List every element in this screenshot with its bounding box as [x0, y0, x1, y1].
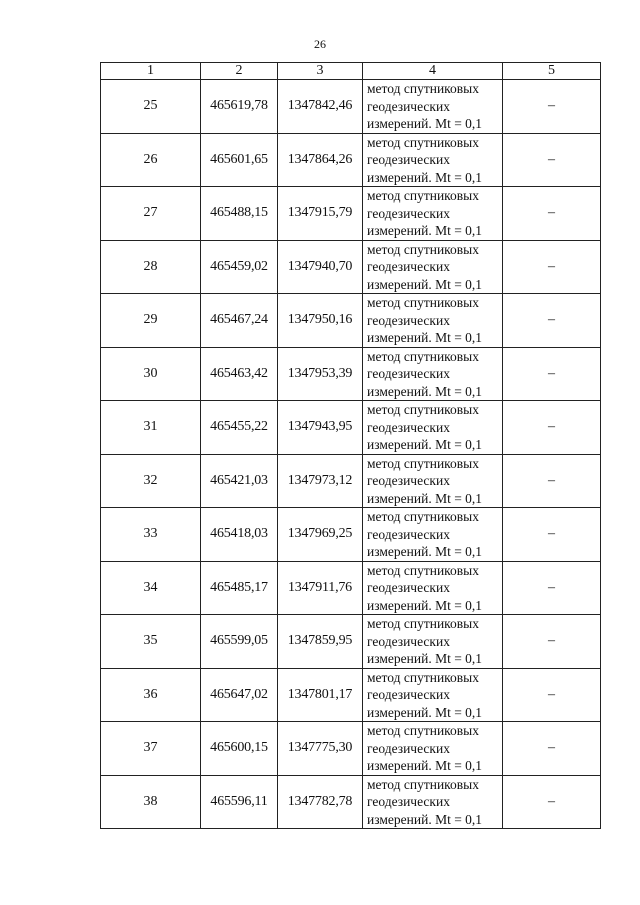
- y-coordinate-cell: 1347969,25: [278, 508, 363, 562]
- method-text-line: геодезических: [367, 419, 450, 435]
- method-text-line: геодезических: [367, 633, 450, 649]
- method-text-line: измерений. Mt = 0,1: [367, 169, 483, 185]
- y-coordinate-cell: 1347859,95: [278, 615, 363, 669]
- table-row: [101, 722, 601, 776]
- table-row: [101, 668, 601, 722]
- method-text-line: геодезических: [367, 794, 450, 809]
- method-text-line: измерений. Mt = 0,1: [367, 276, 483, 292]
- column-5-cell: –: [503, 133, 601, 187]
- y-coordinate-cell: 1347842,46: [278, 80, 363, 134]
- table-row: [101, 401, 601, 455]
- column-5-cell: –: [503, 775, 601, 829]
- method-text-line: метод спутниковых: [367, 241, 479, 257]
- table-row: [101, 561, 601, 615]
- x-coordinate-cell: 465459,02: [201, 240, 278, 294]
- x-coordinate-cell: 465647,02: [201, 668, 278, 722]
- point-number-cell: 31: [101, 401, 201, 455]
- method-text-line: геодезических: [367, 205, 450, 221]
- point-number-cell: 30: [101, 347, 201, 401]
- column-header-1: 1: [101, 63, 201, 80]
- y-coordinate-cell: 1347950,16: [278, 294, 363, 348]
- method-cell: [363, 454, 503, 508]
- method-text-line: измерений. Mt = 0,1: [367, 651, 483, 666]
- table-row: [101, 615, 601, 669]
- method-text-line: метод спутниковых: [367, 134, 479, 150]
- column-5-cell: –: [503, 615, 601, 669]
- column-5-cell: –: [503, 454, 601, 508]
- x-coordinate-cell: 465619,78: [201, 80, 278, 134]
- point-number-cell: 29: [101, 294, 201, 348]
- x-coordinate-cell: 465601,65: [201, 133, 278, 187]
- method-text-line: метод спутниковых: [367, 616, 479, 631]
- y-coordinate-cell: 1347801,17: [278, 668, 363, 722]
- method-text-line: метод спутниковых: [367, 455, 479, 471]
- y-coordinate-cell: 1347782,78: [278, 775, 363, 829]
- method-text-line: геодезических: [367, 312, 450, 328]
- y-coordinate-cell: 1347943,95: [278, 401, 363, 455]
- column-5-cell: –: [503, 240, 601, 294]
- point-number-cell: 37: [101, 722, 201, 776]
- column-5-cell: –: [503, 561, 601, 615]
- method-cell: [363, 615, 503, 669]
- method-text-line: измерений. Mt = 0,1: [367, 116, 483, 131]
- table-row: [101, 454, 601, 508]
- method-cell: [363, 401, 503, 455]
- method-text-line: метод спутниковых: [367, 723, 479, 738]
- table-row: [101, 347, 601, 401]
- method-cell: [363, 508, 503, 562]
- method-text-line: измерений. Mt = 0,1: [367, 223, 483, 238]
- method-text-line: метод спутниковых: [367, 188, 479, 203]
- point-number-cell: 26: [101, 133, 201, 187]
- method-text-line: измерений. Mt = 0,1: [367, 490, 483, 506]
- x-coordinate-cell: 465488,15: [201, 187, 278, 241]
- x-coordinate-cell: 465485,17: [201, 561, 278, 615]
- column-5-cell: –: [503, 80, 601, 134]
- method-text-line: метод спутниковых: [367, 562, 479, 578]
- method-text-line: геодезических: [367, 152, 450, 167]
- method-text-line: измерений. Mt = 0,1: [367, 330, 483, 345]
- method-cell: [363, 347, 503, 401]
- method-cell: [363, 80, 503, 134]
- x-coordinate-cell: 465455,22: [201, 401, 278, 455]
- method-text-line: измерений. Mt = 0,1: [367, 597, 483, 613]
- method-cell: [363, 775, 503, 829]
- table-row: [101, 133, 601, 187]
- column-header-2: 2: [201, 63, 278, 80]
- table-row: [101, 240, 601, 294]
- column-5-cell: –: [503, 722, 601, 776]
- point-number-cell: 25: [101, 80, 201, 134]
- x-coordinate-cell: 465600,15: [201, 722, 278, 776]
- method-text-line: геодезических: [367, 580, 450, 595]
- coordinates-table: [100, 62, 601, 829]
- y-coordinate-cell: 1347973,12: [278, 454, 363, 508]
- method-text-line: измерений. Mt = 0,1: [367, 704, 483, 720]
- y-coordinate-cell: 1347915,79: [278, 187, 363, 241]
- column-5-cell: –: [503, 401, 601, 455]
- method-text-line: геодезических: [367, 526, 450, 542]
- table-row: [101, 775, 601, 829]
- table-body: [101, 80, 601, 829]
- column-header-3: 3: [278, 63, 363, 80]
- point-number-cell: 34: [101, 561, 201, 615]
- y-coordinate-cell: 1347940,70: [278, 240, 363, 294]
- point-number-cell: 32: [101, 454, 201, 508]
- x-coordinate-cell: 465596,11: [201, 775, 278, 829]
- method-text-line: геодезических: [367, 366, 450, 381]
- y-coordinate-cell: 1347953,39: [278, 347, 363, 401]
- column-5-cell: –: [503, 187, 601, 241]
- x-coordinate-cell: 465418,03: [201, 508, 278, 562]
- method-text-line: измерений. Mt = 0,1: [367, 437, 483, 452]
- method-text-line: геодезических: [367, 687, 450, 702]
- point-number-cell: 38: [101, 775, 201, 829]
- method-cell: [363, 133, 503, 187]
- column-header-4: 4: [363, 63, 503, 80]
- method-text-line: геодезических: [367, 259, 450, 274]
- method-text-line: геодезических: [367, 98, 450, 114]
- column-5-cell: –: [503, 668, 601, 722]
- method-text-line: измерений. Mt = 0,1: [367, 758, 483, 773]
- method-text-line: метод спутниковых: [367, 776, 479, 792]
- method-text-line: метод спутниковых: [367, 669, 479, 685]
- point-number-cell: 27: [101, 187, 201, 241]
- method-cell: [363, 187, 503, 241]
- x-coordinate-cell: 465467,24: [201, 294, 278, 348]
- y-coordinate-cell: 1347864,26: [278, 133, 363, 187]
- table-row: [101, 80, 601, 134]
- x-coordinate-cell: 465599,05: [201, 615, 278, 669]
- method-text-line: измерений. Mt = 0,1: [367, 383, 483, 399]
- point-number-cell: 36: [101, 668, 201, 722]
- method-text-line: метод спутниковых: [367, 402, 479, 417]
- column-5-cell: –: [503, 508, 601, 562]
- table-header-row: [101, 63, 601, 80]
- method-cell: [363, 668, 503, 722]
- table-row: [101, 294, 601, 348]
- method-text-line: геодезических: [367, 740, 450, 756]
- method-cell: [363, 294, 503, 348]
- table-row: [101, 187, 601, 241]
- y-coordinate-cell: 1347775,30: [278, 722, 363, 776]
- method-cell: [363, 722, 503, 776]
- method-text-line: измерений. Mt = 0,1: [367, 811, 483, 827]
- point-number-cell: 35: [101, 615, 201, 669]
- column-5-cell: –: [503, 347, 601, 401]
- column-5-cell: –: [503, 294, 601, 348]
- table-row: [101, 508, 601, 562]
- method-cell: [363, 240, 503, 294]
- method-text-line: измерений. Mt = 0,1: [367, 544, 483, 559]
- point-number-cell: 33: [101, 508, 201, 562]
- method-text-line: метод спутниковых: [367, 295, 479, 310]
- x-coordinate-cell: 465421,03: [201, 454, 278, 508]
- method-text-line: метод спутниковых: [367, 81, 479, 96]
- method-text-line: геодезических: [367, 473, 450, 488]
- method-text-line: метод спутниковых: [367, 348, 479, 364]
- y-coordinate-cell: 1347911,76: [278, 561, 363, 615]
- column-header-5: 5: [503, 63, 601, 80]
- method-text-line: метод спутниковых: [367, 509, 479, 524]
- x-coordinate-cell: 465463,42: [201, 347, 278, 401]
- point-number-cell: 28: [101, 240, 201, 294]
- page-number: 26: [314, 37, 326, 51]
- method-cell: [363, 561, 503, 615]
